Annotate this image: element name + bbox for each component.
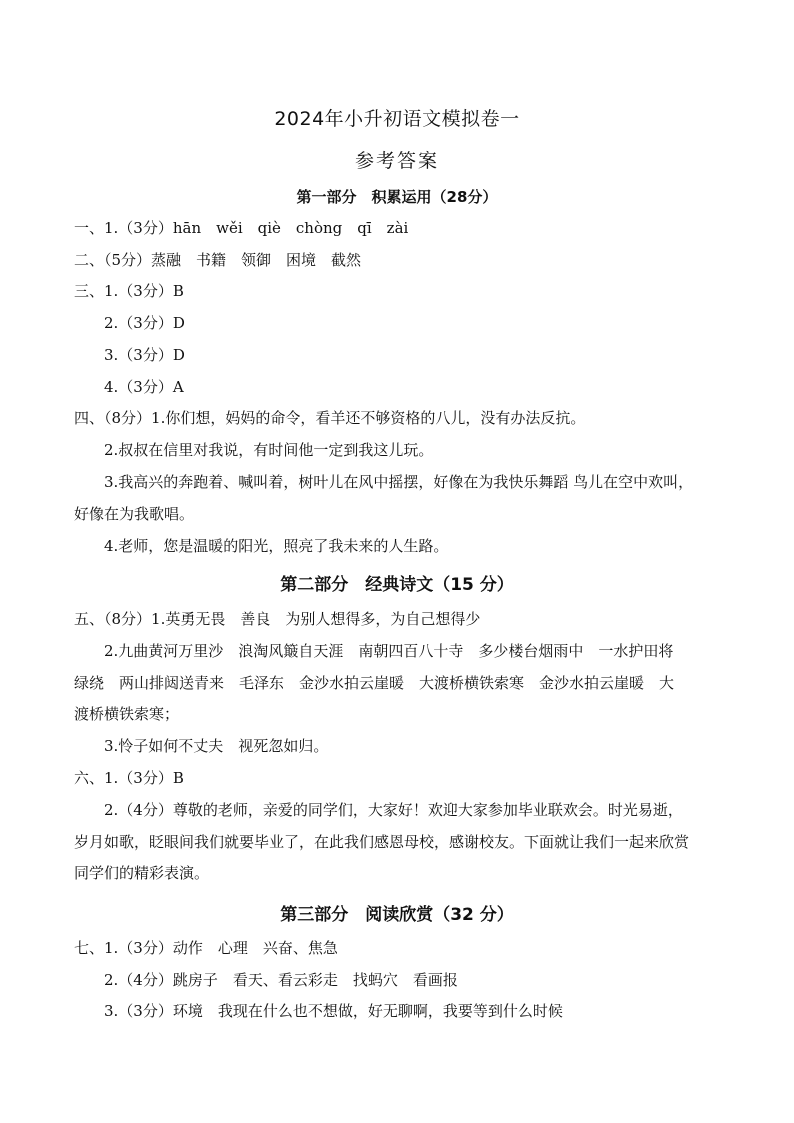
- answer-line: 3.怜子如何不丈夫 视死忽如归。: [104, 737, 329, 755]
- answer-line: 渡桥横铁索寒；: [74, 705, 180, 723]
- answer-line: 好像在为我歌唱。: [74, 505, 195, 523]
- answer-line: 六、1.（3分）B: [74, 769, 184, 787]
- answer-line: 二、（5分）蒸融 书籍 领御 困境 截然: [74, 251, 362, 269]
- answer-line: 四、（8分）1.你们想，妈妈的命令，看羊还不够资格的八儿，没有办法反抗。: [74, 409, 586, 427]
- answer-line: 3.（3分）D: [104, 346, 185, 364]
- answer-line: 4.老师，您是温暖的阳光，照亮了我未来的人生路。: [104, 537, 449, 555]
- answer-line: 一、1.（3分）hān wěi qiè chòng qī zài: [74, 219, 409, 237]
- answer-line: 3.我高兴的奔跑着、喊叫着，树叶儿在风中摇摆，好像在为我快乐舞蹈 鸟儿在空中欢叫，: [104, 473, 694, 491]
- answer-line: 三、1.（3分）B: [74, 282, 184, 300]
- answer-line: 五、（8分）1.英勇无畏 善良 为别人想得多，为自己想得少: [74, 610, 481, 628]
- document-title: 2024年小升初语文模拟卷一: [274, 108, 520, 130]
- section-heading-part3: 第三部分 阅读欣赏（32 分）: [280, 905, 514, 925]
- answer-line: 七、1.（3分）动作 心理 兴奋、焦急: [74, 939, 338, 957]
- answer-line: 绿绕 两山排闼送青来 毛泽东 金沙水拍云崖暖 大渡桥横铁索寒 金沙水拍云崖暖 大: [74, 674, 675, 692]
- document-subtitle: 参考答案: [354, 150, 439, 172]
- answer-line: 2.（4分）跳房子 看天、看云彩走 找蚂穴 看画报: [104, 971, 458, 989]
- section-heading-part1: 第一部分 积累运用（28分）: [296, 188, 498, 206]
- answer-line: 岁月如歌，眨眼间我们就要毕业了，在此我们感恩母校，感谢校友。下面就让我们一起来欣赏: [74, 833, 690, 851]
- answer-line: 同学们的精彩表演。: [74, 864, 210, 882]
- answer-line: 2.叔叔在信里对我说，有时间他一定到我这儿玩。: [104, 441, 434, 459]
- section-heading-part2: 第二部分 经典诗文（15 分）: [280, 575, 514, 595]
- answer-line: 3.（3分）环境 我现在什么也不想做，好无聊啊，我要等到什么时候: [104, 1002, 563, 1020]
- answer-line: 4.（3分）A: [104, 378, 184, 396]
- answer-line: 2.（3分）D: [104, 314, 185, 332]
- answer-line: 2.九曲黄河万里沙 浪淘风簸自天涯 南朝四百八十寺 多少楼台烟雨中 一水护田将: [104, 642, 674, 660]
- answer-line: 2.（4分）尊敬的老师，亲爱的同学们，大家好！欢迎大家参加毕业联欢会。时光易逝，: [104, 801, 683, 819]
